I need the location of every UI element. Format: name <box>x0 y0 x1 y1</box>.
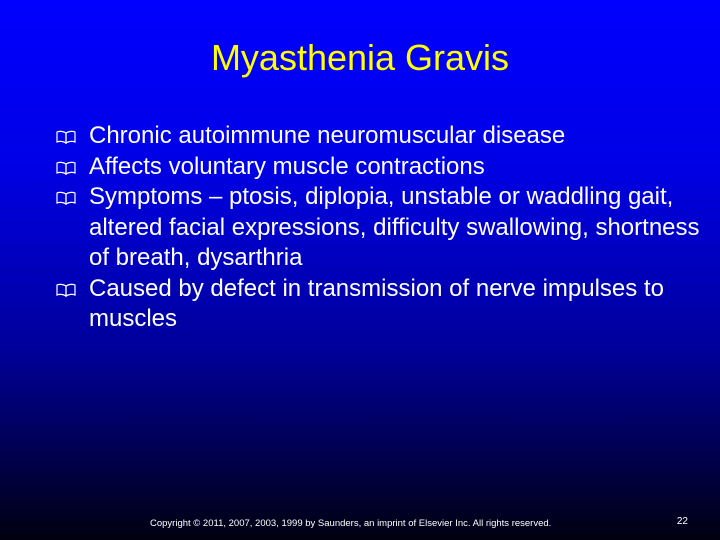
bullet-list <box>56 121 706 335</box>
bullet-text: Affects voluntary muscle contractions <box>89 152 485 180</box>
slide-title: Myasthenia Gravis <box>210 37 510 78</box>
bullet-text: Chronic autoimmune neuromuscular disease <box>89 122 566 149</box>
bullet-text: Caused by defect in transmission of nerve impulses to muscles <box>89 274 664 332</box>
bullet-item <box>56 182 706 274</box>
page-number: 22 <box>676 516 688 527</box>
bullet-item <box>56 274 706 335</box>
open-book-icon <box>56 283 76 297</box>
bullet-item <box>56 121 706 152</box>
copyright-footer: Copyright © 2011, 2007, 2003, 1999 by Saunders, an imprint of Elsevier Inc. All rights reserved. <box>150 518 552 529</box>
bullet-item <box>56 152 706 183</box>
bullet-text: Symptoms – ptosis, diplopia, unstable or waddling gait, altered facial expressions, difficulty swallowing, shortness of breath, dysarthria <box>89 183 700 271</box>
open-book-icon <box>56 191 76 205</box>
open-book-icon <box>56 161 76 175</box>
open-book-icon <box>56 130 76 144</box>
